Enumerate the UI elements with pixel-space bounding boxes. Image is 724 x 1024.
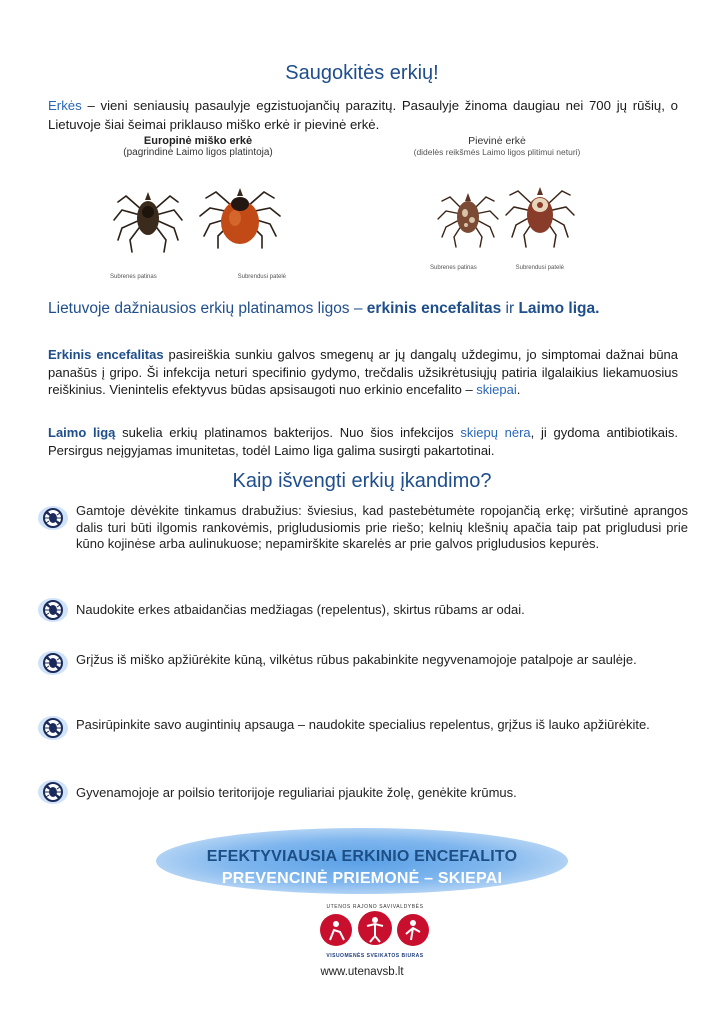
forest-tick-image	[100, 164, 296, 274]
forest-female-tick-illustration	[200, 188, 280, 248]
subtitle-term-encephalitis: erkinis encefalitas	[366, 300, 502, 317]
no-tick-icon	[38, 503, 68, 533]
meadow-male-caption: Subrenes patinas	[430, 265, 477, 271]
diseases-subtitle	[48, 300, 688, 318]
tip-text: Naudokite erkes atbaidančias medžiagas (repelentus), skirtus rūbams ar odai.	[76, 602, 525, 617]
no-tick-icon	[38, 713, 68, 743]
subtitle-prefix: Lietuvoje dažniausios erkių platinamos ligos –	[48, 300, 367, 317]
logo-emblem	[312, 910, 438, 950]
logo-top-text: UTENOS RAJONO SAVIVALDYBĖS	[326, 904, 424, 910]
tip-item	[38, 777, 688, 807]
banner-line-1: EFEKTYVIAUSIA ERKINIO ENCEFALITO	[206, 848, 518, 865]
lyme-term: Laimo ligą	[48, 425, 116, 440]
meadow-tick-image	[402, 165, 592, 265]
page-title: Saugokitės erkių!	[285, 62, 439, 84]
lyme-paragraph	[48, 424, 678, 459]
no-tick-icon	[38, 648, 68, 678]
subtitle-mid: ir	[501, 300, 519, 317]
meadow-tick-title: Pievinė erkė	[468, 135, 526, 147]
prevention-heading: Kaip išvengti erkių įkandimo?	[232, 470, 492, 492]
website-link[interactable]: www.utenavsb.lt	[320, 966, 404, 978]
intro-text: – vieni seniausių pasaulyje egzistuojančių parazitų. Pasaulyje žinoma daugiau nei 700 jų rūšių, o Lietuvoje šiai šeimai priklauso miško erkė ir pievinė erkė.	[48, 98, 678, 132]
tip-item	[38, 595, 688, 625]
lyme-no-vaccine-link[interactable]: skiepų nėra	[460, 425, 531, 440]
tip-text: Pasirūpinkite savo augintinių apsauga – naudokite specialius repelentus, grįžus iš lauko apžiūrėkite.	[76, 717, 650, 732]
tip-text: Gyvenamojoje ar poilsio teritorijoje reguliariai pjaukite žolę, genėkite krūmus.	[76, 785, 517, 800]
logo-bottom-text: VISUOMENĖS SVEIKATOS BIURAS	[326, 953, 424, 959]
intro-lead: Erkės	[48, 98, 82, 113]
forest-female-caption: Subrendusi patelė	[237, 274, 286, 280]
encephalitis-end: .	[516, 382, 521, 397]
tip-item	[38, 713, 688, 743]
tip-item	[38, 648, 688, 678]
encephalitis-text: pasireiškia sunkiu galvos smegenų ar jų dangalų uždegimu, jo simptomai dažnai būna panašūs į gripo. Ši infekcija neturi specifinio gydymo, trečdalis užsikrėtusiųjų patiria ilgalaikius liekamuosius reiškinius. Vienintelis efektyvus būdas apsisaugoti nuo erkinio encefalito –	[48, 347, 679, 397]
tip-text: Gamtoje dėvėkite tinkamus drabužius: šviesius, kad pastebėtumėte ropojančią erkę; viršutinė aprangos dalis turi būti ilgomis rankovėmis, prigludusiomis prie riešo; kelnių klešnių apačia taip pat prigludusi prie kūno kojinėse arba aulinukuose; nepamirškite skarelės ar prie galvos prigludusios kepurės.	[76, 503, 688, 551]
meadow-tick-panel	[402, 135, 592, 285]
no-tick-icon	[38, 777, 68, 807]
tip-text: Grįžus iš miško apžiūrėkite kūną, vilkėtus rūbus pakabinkite negyvenamojoje patalpoje ar saulėje.	[76, 652, 637, 667]
meadow-tick-subtitle: (didelės reikšmės Laimo ligos plitimui neturi)	[413, 147, 581, 157]
forest-tick-title: Europinė miško erkė	[143, 135, 253, 147]
meadow-female-tick-illustration	[506, 187, 574, 247]
intro-paragraph	[48, 96, 678, 134]
meadow-female-caption: Subrendusi patelė	[515, 265, 564, 271]
tip-item	[38, 503, 688, 553]
forest-tick-subtitle: (pagrindinė Laimo ligos platintoja)	[123, 147, 273, 158]
health-bureau-logo	[312, 904, 438, 964]
encephalitis-vaccine-link[interactable]: skiepai	[476, 382, 517, 397]
vaccine-banner	[156, 828, 568, 894]
subtitle-term-lyme: Laimo liga.	[518, 300, 600, 317]
encephalitis-term: Erkinis encefalitas	[48, 347, 164, 362]
lyme-text: sukelia erkių platinamos bakterijos. Nuo šios infekcijos	[115, 425, 461, 440]
lyme-text-end: , ji gydoma antibiotikais. Persirgus neįgyjamas imunitetas, todėl Laimo liga galima susirgti pakartotinai.	[48, 425, 679, 458]
banner-line-2: PREVENCINĖ PRIEMONĖ – SKIEPAI	[221, 870, 503, 887]
forest-male-tick-illustration	[114, 192, 182, 252]
forest-tick-panel	[100, 135, 296, 295]
encephalitis-paragraph	[48, 346, 678, 399]
no-tick-icon	[38, 595, 68, 625]
meadow-male-tick-illustration	[438, 193, 498, 247]
forest-male-caption: Subrenes patinas	[110, 274, 157, 280]
